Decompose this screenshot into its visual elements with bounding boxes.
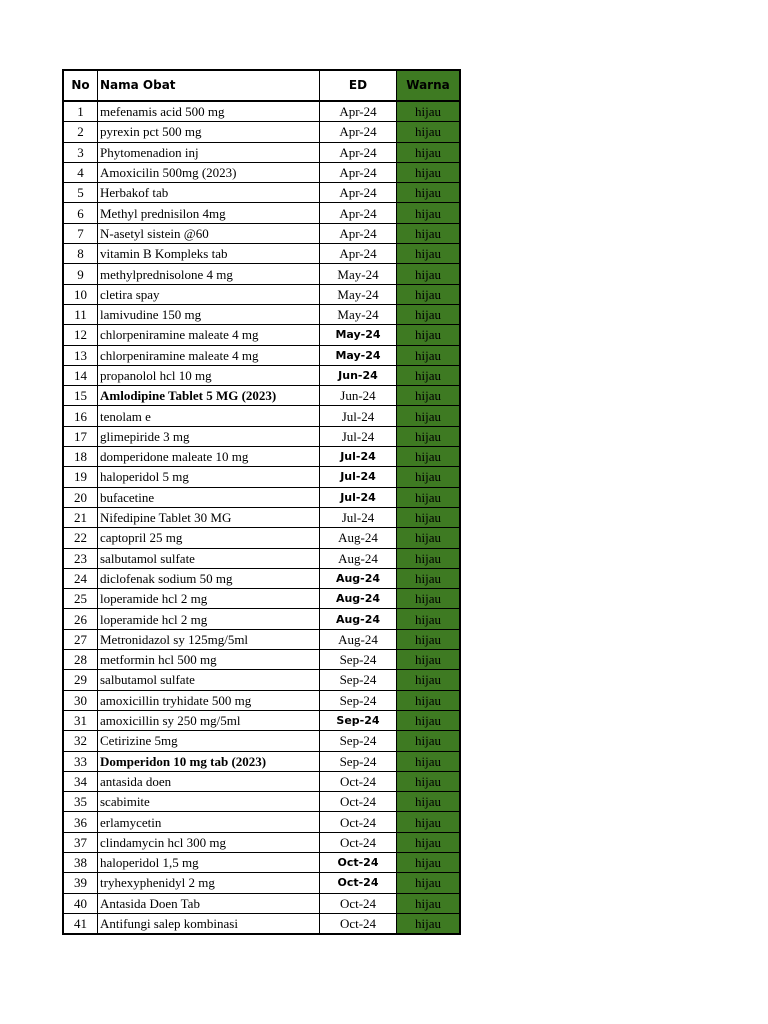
cell-no: 24 xyxy=(63,568,98,588)
table-row xyxy=(63,264,460,284)
cell-no: 21 xyxy=(63,507,98,527)
cell-name: salbutamol sulfate xyxy=(98,548,320,568)
cell-ed: May-24 xyxy=(320,345,397,365)
cell-warna: hijau xyxy=(397,568,461,588)
table-row xyxy=(63,589,460,609)
table-row xyxy=(63,447,460,467)
header-name: Nama Obat xyxy=(98,70,320,101)
cell-warna: hijau xyxy=(397,203,461,223)
table-row xyxy=(63,487,460,507)
table-row xyxy=(63,751,460,771)
cell-warna: hijau xyxy=(397,792,461,812)
table-row xyxy=(63,203,460,223)
cell-name: haloperidol 1,5 mg xyxy=(98,852,320,872)
cell-ed: Oct-24 xyxy=(320,771,397,791)
table-row xyxy=(63,507,460,527)
cell-ed: Oct-24 xyxy=(320,852,397,872)
cell-name: Amoxicilin 500mg (2023) xyxy=(98,162,320,182)
cell-no: 39 xyxy=(63,873,98,893)
cell-ed: Aug-24 xyxy=(320,548,397,568)
cell-warna: hijau xyxy=(397,244,461,264)
cell-warna: hijau xyxy=(397,162,461,182)
cell-name: salbutamol sulfate xyxy=(98,670,320,690)
cell-warna: hijau xyxy=(397,101,461,122)
cell-warna: hijau xyxy=(397,142,461,162)
cell-warna: hijau xyxy=(397,629,461,649)
cell-warna: hijau xyxy=(397,507,461,527)
cell-warna: hijau xyxy=(397,548,461,568)
table-row xyxy=(63,812,460,832)
table-row xyxy=(63,832,460,852)
cell-no: 14 xyxy=(63,365,98,385)
cell-name: diclofenak sodium 50 mg xyxy=(98,568,320,588)
cell-no: 27 xyxy=(63,629,98,649)
cell-no: 35 xyxy=(63,792,98,812)
cell-ed: Apr-24 xyxy=(320,223,397,243)
table-row xyxy=(63,893,460,913)
cell-warna: hijau xyxy=(397,447,461,467)
cell-no: 36 xyxy=(63,812,98,832)
table-row xyxy=(63,731,460,751)
table-row xyxy=(63,650,460,670)
cell-no: 19 xyxy=(63,467,98,487)
cell-ed: May-24 xyxy=(320,264,397,284)
cell-ed: May-24 xyxy=(320,284,397,304)
table-row xyxy=(63,142,460,162)
table-row xyxy=(63,873,460,893)
cell-no: 5 xyxy=(63,183,98,203)
cell-no: 6 xyxy=(63,203,98,223)
cell-name: domperidone maleate 10 mg xyxy=(98,447,320,467)
table-row xyxy=(63,122,460,142)
cell-no: 2 xyxy=(63,122,98,142)
table-row xyxy=(63,670,460,690)
cell-no: 26 xyxy=(63,609,98,629)
cell-no: 4 xyxy=(63,162,98,182)
cell-name: Metronidazol sy 125mg/5ml xyxy=(98,629,320,649)
table-row xyxy=(63,528,460,548)
cell-ed: Apr-24 xyxy=(320,183,397,203)
cell-ed: Oct-24 xyxy=(320,832,397,852)
cell-ed: Sep-24 xyxy=(320,670,397,690)
cell-ed: May-24 xyxy=(320,325,397,345)
cell-warna: hijau xyxy=(397,771,461,791)
cell-warna: hijau xyxy=(397,893,461,913)
table-row xyxy=(63,913,460,934)
cell-no: 1 xyxy=(63,101,98,122)
cell-warna: hijau xyxy=(397,731,461,751)
cell-name: Herbakof tab xyxy=(98,183,320,203)
medicine-expiry-table xyxy=(62,69,461,935)
cell-ed: Jun-24 xyxy=(320,365,397,385)
cell-ed: Aug-24 xyxy=(320,589,397,609)
table-row xyxy=(63,386,460,406)
cell-name: Amlodipine Tablet 5 MG (2023) xyxy=(98,386,320,406)
cell-name: loperamide hcl 2 mg xyxy=(98,609,320,629)
table-row xyxy=(63,406,460,426)
cell-no: 17 xyxy=(63,426,98,446)
cell-no: 13 xyxy=(63,345,98,365)
table-row xyxy=(63,852,460,872)
cell-no: 22 xyxy=(63,528,98,548)
cell-name: tryhexyphenidyl 2 mg xyxy=(98,873,320,893)
cell-name: Nifedipine Tablet 30 MG xyxy=(98,507,320,527)
cell-no: 29 xyxy=(63,670,98,690)
cell-ed: Jul-24 xyxy=(320,507,397,527)
cell-no: 32 xyxy=(63,731,98,751)
cell-ed: Sep-24 xyxy=(320,690,397,710)
cell-no: 20 xyxy=(63,487,98,507)
cell-name: amoxicillin sy 250 mg/5ml xyxy=(98,710,320,730)
cell-name: haloperidol 5 mg xyxy=(98,467,320,487)
cell-no: 11 xyxy=(63,304,98,324)
cell-name: vitamin B Kompleks tab xyxy=(98,244,320,264)
header-warna: Warna xyxy=(397,70,461,101)
cell-name: metformin hcl 500 mg xyxy=(98,650,320,670)
cell-name: pyrexin pct 500 mg xyxy=(98,122,320,142)
cell-ed: Apr-24 xyxy=(320,142,397,162)
cell-name: chlorpeniramine maleate 4 mg xyxy=(98,345,320,365)
cell-ed: Aug-24 xyxy=(320,528,397,548)
cell-name: glimepiride 3 mg xyxy=(98,426,320,446)
cell-warna: hijau xyxy=(397,690,461,710)
cell-ed: Sep-24 xyxy=(320,650,397,670)
cell-warna: hijau xyxy=(397,873,461,893)
table-row xyxy=(63,548,460,568)
cell-ed: Oct-24 xyxy=(320,893,397,913)
cell-warna: hijau xyxy=(397,426,461,446)
table-row xyxy=(63,304,460,324)
cell-no: 16 xyxy=(63,406,98,426)
cell-ed: Apr-24 xyxy=(320,244,397,264)
cell-name: propanolol hcl 10 mg xyxy=(98,365,320,385)
cell-name: Antifungi salep kombinasi xyxy=(98,913,320,934)
cell-ed: May-24 xyxy=(320,304,397,324)
cell-no: 37 xyxy=(63,832,98,852)
cell-ed: Oct-24 xyxy=(320,873,397,893)
table-row xyxy=(63,792,460,812)
cell-name: amoxicillin tryhidate 500 mg xyxy=(98,690,320,710)
cell-no: 40 xyxy=(63,893,98,913)
cell-ed: Jun-24 xyxy=(320,386,397,406)
cell-warna: hijau xyxy=(397,406,461,426)
cell-name: antasida doen xyxy=(98,771,320,791)
table-row xyxy=(63,690,460,710)
cell-no: 34 xyxy=(63,771,98,791)
cell-warna: hijau xyxy=(397,467,461,487)
cell-ed: Sep-24 xyxy=(320,751,397,771)
cell-warna: hijau xyxy=(397,812,461,832)
cell-name: erlamycetin xyxy=(98,812,320,832)
cell-warna: hijau xyxy=(397,183,461,203)
cell-warna: hijau xyxy=(397,487,461,507)
cell-name: mefenamis acid 500 mg xyxy=(98,101,320,122)
cell-name: loperamide hcl 2 mg xyxy=(98,589,320,609)
cell-no: 30 xyxy=(63,690,98,710)
cell-warna: hijau xyxy=(397,589,461,609)
cell-warna: hijau xyxy=(397,913,461,934)
cell-name: cletira spay xyxy=(98,284,320,304)
table-row xyxy=(63,771,460,791)
cell-no: 28 xyxy=(63,650,98,670)
cell-warna: hijau xyxy=(397,832,461,852)
cell-name: Antasida Doen Tab xyxy=(98,893,320,913)
table-row xyxy=(63,609,460,629)
cell-ed: Oct-24 xyxy=(320,792,397,812)
cell-ed: Sep-24 xyxy=(320,731,397,751)
cell-no: 23 xyxy=(63,548,98,568)
cell-no: 33 xyxy=(63,751,98,771)
table-row xyxy=(63,325,460,345)
cell-name: chlorpeniramine maleate 4 mg xyxy=(98,325,320,345)
cell-ed: Sep-24 xyxy=(320,710,397,730)
cell-name: scabimite xyxy=(98,792,320,812)
cell-warna: hijau xyxy=(397,670,461,690)
cell-name: Cetirizine 5mg xyxy=(98,731,320,751)
cell-no: 9 xyxy=(63,264,98,284)
table-row xyxy=(63,101,460,122)
table-row xyxy=(63,426,460,446)
table-row xyxy=(63,162,460,182)
cell-name: bufacetine xyxy=(98,487,320,507)
cell-warna: hijau xyxy=(397,325,461,345)
cell-ed: Jul-24 xyxy=(320,447,397,467)
cell-ed: Aug-24 xyxy=(320,609,397,629)
cell-name: Methyl prednisilon 4mg xyxy=(98,203,320,223)
cell-warna: hijau xyxy=(397,365,461,385)
cell-ed: Apr-24 xyxy=(320,122,397,142)
header-ed: ED xyxy=(320,70,397,101)
cell-name: Domperidon 10 mg tab (2023) xyxy=(98,751,320,771)
cell-ed: Jul-24 xyxy=(320,426,397,446)
header-no: No xyxy=(63,70,98,101)
cell-warna: hijau xyxy=(397,528,461,548)
table-row xyxy=(63,284,460,304)
header-row xyxy=(63,70,460,101)
cell-warna: hijau xyxy=(397,122,461,142)
table-row xyxy=(63,568,460,588)
cell-name: lamivudine 150 mg xyxy=(98,304,320,324)
cell-name: clindamycin hcl 300 mg xyxy=(98,832,320,852)
cell-no: 18 xyxy=(63,447,98,467)
cell-no: 38 xyxy=(63,852,98,872)
table-row xyxy=(63,629,460,649)
cell-no: 15 xyxy=(63,386,98,406)
cell-warna: hijau xyxy=(397,264,461,284)
cell-ed: Apr-24 xyxy=(320,162,397,182)
cell-ed: Jul-24 xyxy=(320,406,397,426)
cell-ed: Jul-24 xyxy=(320,487,397,507)
cell-no: 41 xyxy=(63,913,98,934)
cell-warna: hijau xyxy=(397,650,461,670)
cell-warna: hijau xyxy=(397,304,461,324)
cell-ed: Oct-24 xyxy=(320,913,397,934)
cell-warna: hijau xyxy=(397,609,461,629)
cell-warna: hijau xyxy=(397,345,461,365)
cell-no: 12 xyxy=(63,325,98,345)
cell-warna: hijau xyxy=(397,751,461,771)
cell-no: 8 xyxy=(63,244,98,264)
table-row xyxy=(63,365,460,385)
cell-warna: hijau xyxy=(397,386,461,406)
cell-name: methylprednisolone 4 mg xyxy=(98,264,320,284)
cell-no: 31 xyxy=(63,710,98,730)
cell-warna: hijau xyxy=(397,710,461,730)
table-row xyxy=(63,345,460,365)
cell-no: 3 xyxy=(63,142,98,162)
cell-ed: Jul-24 xyxy=(320,467,397,487)
cell-warna: hijau xyxy=(397,223,461,243)
cell-ed: Aug-24 xyxy=(320,629,397,649)
cell-no: 25 xyxy=(63,589,98,609)
table-row xyxy=(63,183,460,203)
cell-name: captopril 25 mg xyxy=(98,528,320,548)
cell-no: 10 xyxy=(63,284,98,304)
table-row xyxy=(63,467,460,487)
cell-ed: Apr-24 xyxy=(320,101,397,122)
cell-warna: hijau xyxy=(397,852,461,872)
table-row xyxy=(63,710,460,730)
cell-ed: Aug-24 xyxy=(320,568,397,588)
cell-name: tenolam e xyxy=(98,406,320,426)
cell-name: N-asetyl sistein @60 xyxy=(98,223,320,243)
table-row xyxy=(63,244,460,264)
cell-ed: Oct-24 xyxy=(320,812,397,832)
cell-warna: hijau xyxy=(397,284,461,304)
cell-no: 7 xyxy=(63,223,98,243)
cell-name: Phytomenadion inj xyxy=(98,142,320,162)
table-row xyxy=(63,223,460,243)
cell-ed: Apr-24 xyxy=(320,203,397,223)
